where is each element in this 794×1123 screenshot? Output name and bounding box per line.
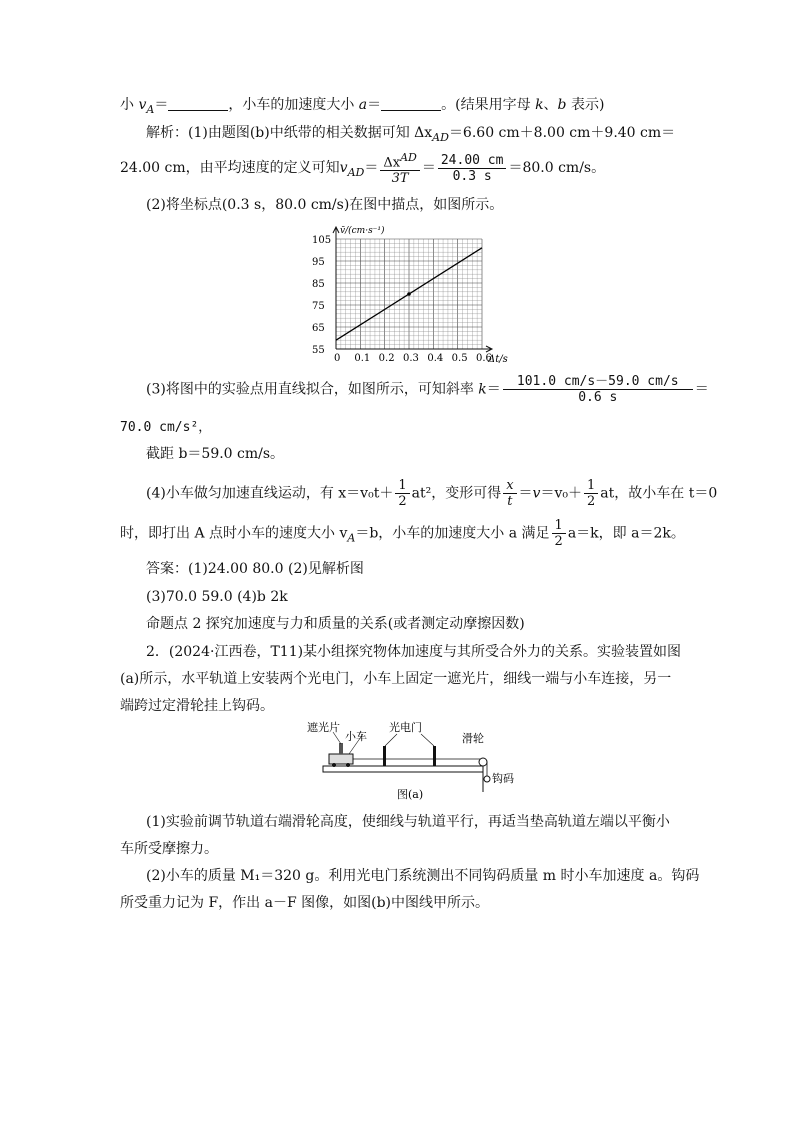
figure-caption: 图(a) [397,788,424,801]
cart [329,754,353,764]
x-tick-label: 0 [334,353,341,364]
frac-num: 1 [552,518,566,534]
track [323,766,483,772]
text: 命题点 2 探究加速度与力和质量的关系(或者测定动摩擦因数) [146,616,525,632]
y-tick-label: 55 [312,345,325,356]
text: (3)70.0 59.0 (4)b 2k [146,589,288,605]
text: 70.0 cm/s²， [120,420,212,435]
text: 解析：(1)由题图(b)中纸带的相关数据可知 Δx [146,125,433,141]
answer-blank-2 [381,96,441,111]
text: 、 [543,97,558,113]
label-car: 小车 [345,730,367,743]
label-weight: 钩码 [492,772,514,785]
var-v: v [339,160,348,177]
sub-ad: AD [432,130,449,144]
frac-num: 1 [395,478,409,494]
photogate-2 [433,746,436,766]
frac-den: t [507,494,513,509]
problem-2-part1-line-1 [146,813,670,831]
conclusion-line [120,518,685,553]
shade-plate [339,743,343,754]
leader [421,734,434,746]
x-tick-label: 0.4 [427,353,444,364]
answer-line-2 [146,588,288,606]
var-b: b [557,97,567,113]
frac-den: 2 [587,494,596,509]
pulley [479,758,487,766]
fraction-x-t [503,478,516,509]
solution-part1-line [146,124,675,147]
x-tick-label: 0.5 [451,353,468,364]
sub-a: A [146,102,155,116]
var-v: v [138,97,147,113]
fraction-half [584,478,598,509]
sub-ad: AD [347,165,365,179]
frac-den: 3T [391,171,409,187]
var-k: k [535,97,544,113]
frac-den: 2 [554,534,563,549]
text: ＝b，小车的加速度大小 a 满足 [355,525,550,542]
x-tick-label: 0.2 [378,353,395,364]
text: ＝v₀＋ [540,485,582,502]
frac-num: 101.0 cm/s－59.0 cm/s [503,374,693,390]
frac-den: 2 [398,494,407,509]
text: (4)小车做匀加速直线运动，有 x＝v₀t＋ [146,485,394,502]
x-axis-label: Δt/s [488,354,508,365]
fraction-dx-3t [380,150,420,186]
eq: ＝ [367,97,382,113]
text: at²，变形可得 [411,485,502,502]
text: 截距 b＝59.0 cm/s。 [146,446,285,462]
text: (2)小车的质量 M₁＝320 g。利用光电门系统测出不同钩码质量 m 时小车加速度 a。钩码 [146,868,700,884]
y-tick-label: 85 [312,279,325,290]
fraction-half [552,518,566,549]
velocity-time-chart [310,224,520,366]
frac-num: 24.00 cm [438,153,507,169]
kinematics-line [146,478,717,509]
text: 时，即打出 A 点时小车的速度大小 v [120,525,348,542]
text: 小 [120,97,139,113]
topic-heading [146,615,525,633]
frac-den: 0.3 s [452,168,492,184]
eq: ＝ [364,160,379,177]
y-axis-label: v̄/(cm·s⁻¹) [340,226,385,236]
text: 端跨过定滑轮挂上钩码。 [120,698,274,714]
x-tick-label: 0.6 [476,353,492,364]
frac-num: 1 [584,478,598,494]
text: (2)将坐标点(0.3 s，80.0 cm/s)在图中描点，如图所示。 [146,197,504,213]
problem-2-part2-line-2 [120,894,489,912]
text: ，小车的加速度大小 [228,97,359,113]
frac-num: x [503,478,516,494]
cart-wheel [346,763,350,767]
problem-2-part1-line-2 [120,840,218,858]
text: ＝80.0 cm/s。 [508,160,606,177]
problem-2-part2-line-1 [146,867,699,885]
frac-num: Δx [383,155,401,171]
label-gate: 光电门 [389,721,422,734]
weight [484,776,490,782]
sup: AD [400,151,417,164]
problem-2-line-1 [146,643,681,661]
data-point [407,292,411,296]
text: a＝k，即 a＝2k。 [567,525,685,542]
text: 答案：(1)24.00 80.0 (2)见解析图 [146,561,364,577]
photogate-1 [383,746,386,766]
label-shade: 遮光片 [307,721,340,734]
eq: ＝ [694,381,709,398]
var-a: a [358,97,368,113]
text: 车所受摩擦力。 [120,841,218,857]
frac-den: 0.6 s [578,390,618,405]
eq: ＝ [486,381,501,398]
answer-blank-1 [168,96,228,111]
y-tick-label: 65 [312,323,325,334]
sub-a: A [347,531,356,545]
fraction-values [438,153,507,184]
var-k: k [478,381,487,398]
fraction-slope [503,374,693,405]
text: 表示) [566,97,605,113]
solution-part2-line [146,196,503,214]
text: (1)实验前调节轨道右端滑轮高度，使细线与轨道平行，再适当垫高轨道左端以平衡小 [146,814,670,830]
text: 2．(2024·江西卷，T11)某小组探究物体加速度与其所受合外力的关系。实验装置如图 [146,644,682,660]
leader [385,734,397,746]
average-velocity-line [120,150,605,188]
eq: ＝ [518,485,533,502]
apparatus-figure [305,716,515,806]
cart-wheel [332,763,336,767]
x-tick-label: 0.1 [354,353,371,364]
label-pulley: 滑轮 [462,732,484,745]
text: at，故小车在 t＝0 [600,485,718,502]
problem-2-line-2 [120,670,671,688]
text: (a)所示，水平轨道上安装两个光电门，小车上固定一遮光片，细线一端与小车连接，另一 [120,671,672,687]
y-tick-label: 75 [312,301,325,312]
y-tick-label: 95 [312,257,325,268]
text: 所受重力记为 F，作出 a－F 图像，如图(b)中图线甲所示。 [120,895,490,911]
text: 24.00 cm，由平均速度的定义可知 [120,160,340,177]
var-v: v [532,485,541,502]
eq: ＝ [421,160,436,177]
intercept-line [146,445,284,463]
problem-2-line-3 [120,697,274,715]
text: (3)将图中的实验点用直线拟合，如图所示，可知斜率 [146,381,479,398]
answer-line-1 [146,560,364,578]
fraction-half [395,478,409,509]
y-tick-label: 105 [312,235,332,246]
slope-value-line [120,418,211,437]
question-tail-line [120,96,604,119]
slope-line [146,374,709,405]
eq: ＝ [154,97,169,113]
x-tick-label: 0.3 [403,353,419,364]
text: ＝6.60 cm＋8.00 cm＋9.40 cm＝ [448,125,676,141]
text: 。(结果用字母 [441,97,536,113]
chart-axes [333,227,492,352]
